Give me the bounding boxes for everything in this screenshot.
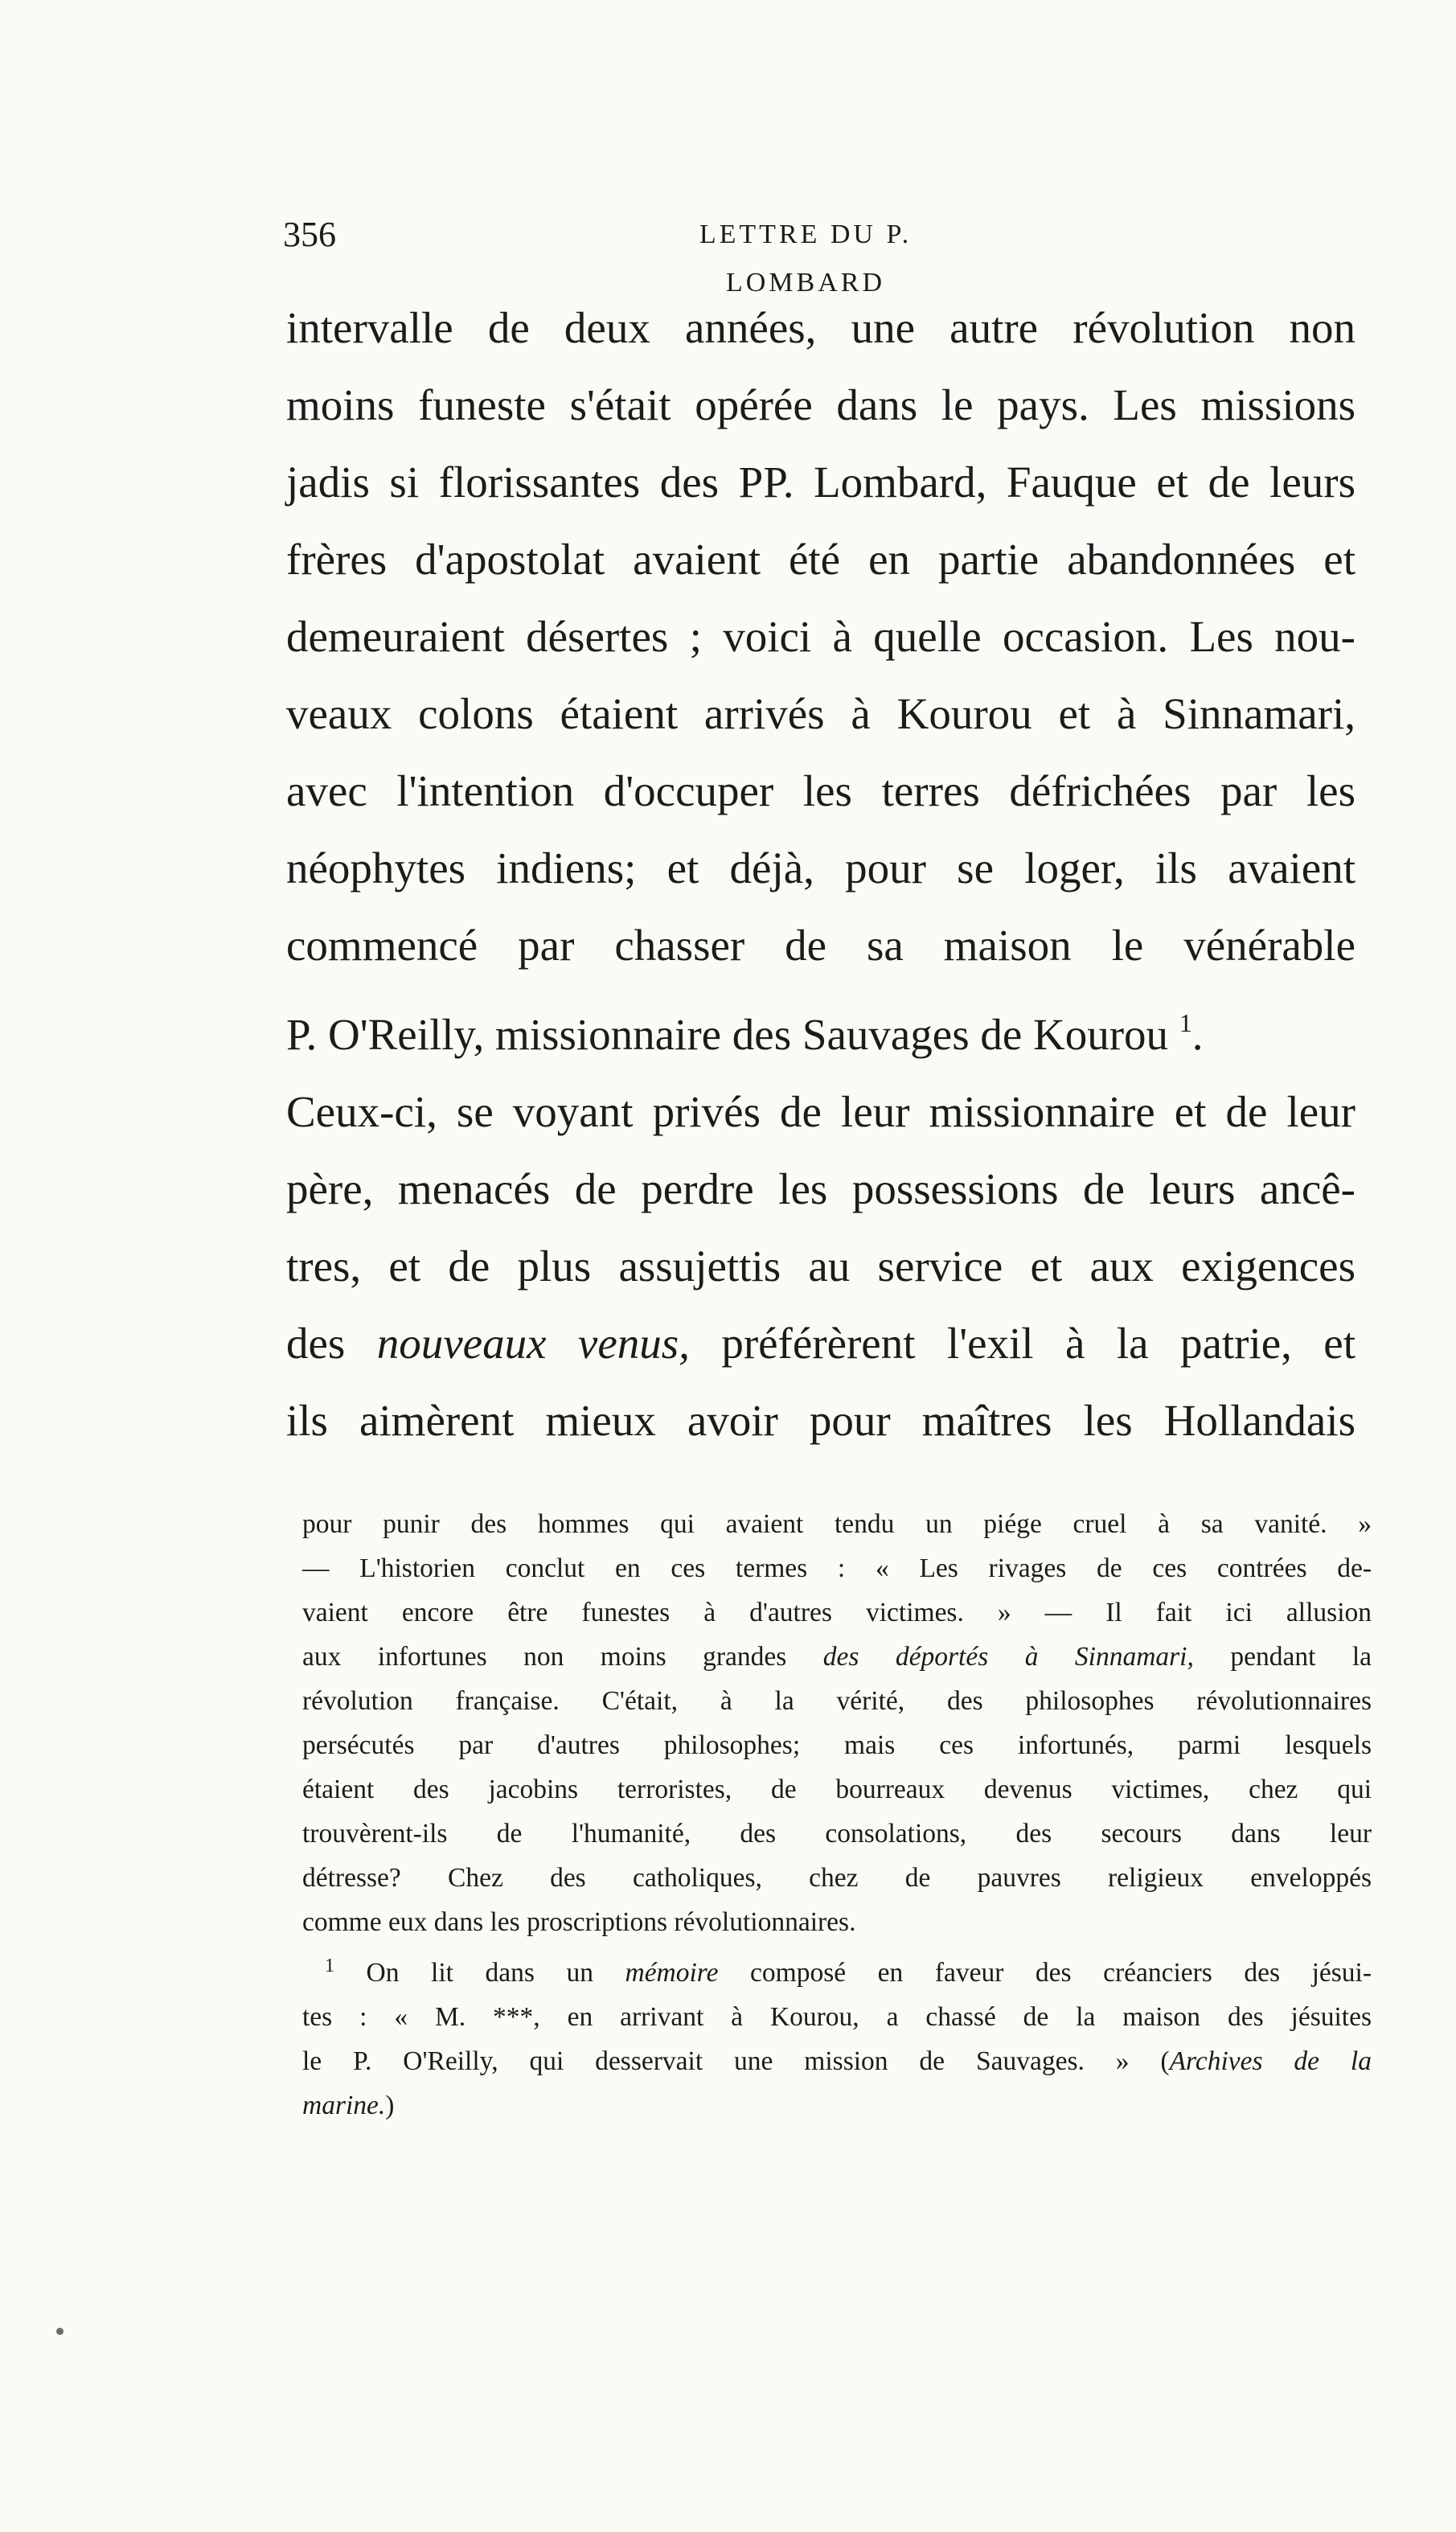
note-line: trouvèrent-ils de l'humanité, des consolations, des secours dans leur	[302, 1819, 1372, 1849]
footnotes	[302, 1502, 1372, 2128]
italic-segment: nouveaux venus,	[376, 1319, 690, 1368]
text-line: moins funeste s'était opérée dans le pays. Les missions	[286, 380, 1356, 429]
text-line: jadis si florissantes des PP. Lombard, Fauque et de leurs	[286, 458, 1356, 507]
note-line: pour punir des hommes qui avaient tendu un piége cruel à sa vanité. »	[302, 1509, 1372, 1539]
page-number: 356	[283, 215, 336, 254]
main-text	[286, 289, 1356, 1459]
text-line: néophytes indiens; et déjà, pour se loger, ils avaient	[286, 843, 1356, 893]
footnote-mark: 1	[325, 1955, 334, 1976]
italic-segment: mémoire	[625, 1958, 719, 1988]
text-segment: )	[385, 2091, 395, 2120]
footnote-reference: 1	[1179, 1008, 1192, 1037]
italic-segment: marine.	[302, 2091, 386, 2120]
note-line: vaient encore être funestes à d'autres victimes. » — Il fait ici allusion	[302, 1598, 1372, 1627]
text-line: commencé par chasser de sa maison le vénérable	[286, 921, 1356, 970]
text-line: ils aimèrent mieux avoir pour maîtres les Hollandais	[286, 1396, 1356, 1445]
note-line: détresse? Chez des catholiques, chez de pauvres religieux enveloppés	[302, 1863, 1372, 1893]
text-line: tres, et de plus assujettis au service et aux exigences	[286, 1241, 1356, 1291]
text-segment: pendant la	[1230, 1642, 1372, 1672]
text-line-with-footnote-ref: P. O'Reilly, missionnaire des Sauvages de Kourou $^1$.	[286, 1008, 1204, 1059]
text-segment: le P. O'Reilly, qui desservait une mission de Sauvages. » (	[302, 2046, 1170, 2076]
note-line-mixed	[302, 2039, 1372, 2083]
text-line: père, menacés de perdre les possessions de leurs ancê-	[286, 1164, 1356, 1213]
note-line: comme eux dans les proscriptions révolutionnaires.	[302, 1907, 856, 1937]
note-line: persécutés par d'autres philosophes; mais ces infortunés, parmi lesquels	[302, 1730, 1372, 1760]
text-line: P. O'Reilly, missionnaire des Sauvages de Kourou	[286, 1010, 1169, 1059]
running-head: LETTRE DU P. LOMBARD	[699, 220, 913, 298]
text-line: avec l'intention d'occuper les terres défrichées par les	[286, 766, 1356, 815]
text-line: frères d'apostolat avaient été en partie abandonnées et	[286, 535, 1356, 584]
page-header	[283, 211, 1359, 298]
note-line: tes : « M. ***, en arrivant à Kourou, a chassé de la maison des jésuites	[302, 2002, 1372, 2032]
text-segment: des	[286, 1319, 346, 1368]
text-segment: composé en faveur des créanciers des jésui-	[750, 1958, 1372, 1988]
text-segment: On lit dans un	[366, 1958, 593, 1988]
text-line: veaux colons étaient arrivés à Kourou et à Sinnamari,	[286, 689, 1356, 738]
note-line-mixed	[302, 1635, 1372, 1679]
note-line: — L'historien conclut en ces termes : « Les rivages de ces contrées de-	[302, 1553, 1372, 1583]
text-segment: aux infortunes non moins grandes	[302, 1642, 787, 1672]
text-line: intervalle de deux années, une autre révolution non	[286, 303, 1356, 352]
text-line: Ceux-ci, se voyant privés de leur missionnaire et de leur	[286, 1087, 1356, 1136]
italic-segment: Archives de la	[1169, 2046, 1372, 2076]
text-line-mixed	[286, 1305, 1356, 1382]
note-line: étaient des jacobins terroristes, de bourreaux devenus victimes, chez qui	[302, 1775, 1372, 1804]
note-line-mixed	[302, 2083, 1372, 2128]
ink-speck	[56, 2328, 64, 2335]
text-line: demeuraient désertes ; voici à quelle occasion. Les nou-	[286, 612, 1356, 661]
note-line: révolution française. C'était, à la vérité, des philosophes révolutionnaires	[302, 1686, 1372, 1716]
text-segment: préférèrent l'exil à la patrie, et	[721, 1319, 1356, 1368]
italic-segment: des déportés à Sinnamari,	[822, 1642, 1194, 1672]
footnote-1-line	[302, 1944, 1372, 1995]
